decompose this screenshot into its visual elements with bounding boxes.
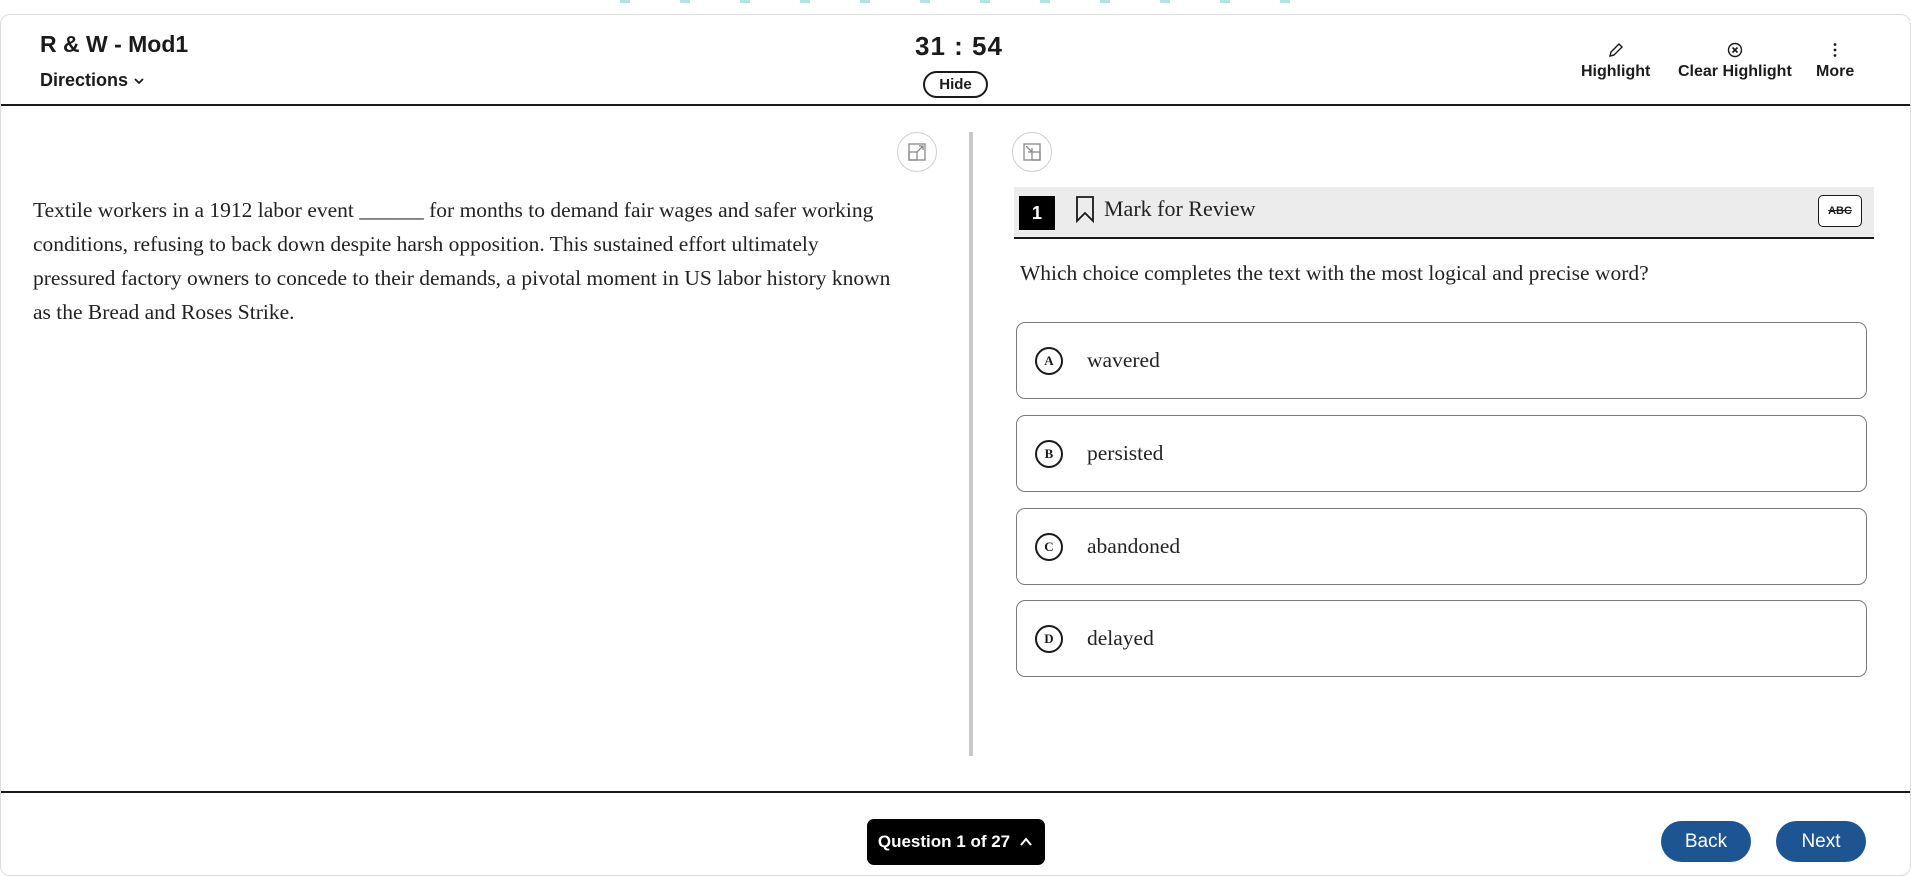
choice-letter: B: [1035, 440, 1063, 468]
test-window: [0, 14, 1911, 876]
mark-for-review-label: Mark for Review: [1104, 196, 1256, 221]
choice-letter: C: [1035, 533, 1063, 561]
highlight-label: Highlight: [1581, 63, 1651, 80]
question-prompt: Which choice completes the text with the most logical and precise word?: [1020, 261, 1649, 285]
choice-text: abandoned: [1087, 534, 1181, 558]
question-navigator-label: Question 1 of 27: [877, 832, 1011, 851]
choice-text: delayed: [1087, 626, 1154, 650]
more-label: More: [1816, 63, 1855, 80]
question-header: [1014, 187, 1874, 239]
expand-question-button[interactable]: [1012, 132, 1052, 172]
directions-toggle[interactable]: [40, 70, 146, 91]
collapse-icon: [1021, 141, 1043, 163]
section-title: R & W - Mod1: [40, 31, 189, 57]
choice-text: wavered: [1087, 348, 1160, 372]
chevron-down-icon: [132, 74, 146, 88]
bookmark-icon: [1074, 195, 1096, 223]
clear-highlight-label: Clear Highlight: [1678, 63, 1792, 80]
expand-passage-button[interactable]: [897, 132, 937, 172]
highlight-tool[interactable]: [1581, 41, 1650, 81]
timer: 31 : 54: [915, 31, 1003, 61]
answer-choice-c[interactable]: [1016, 508, 1867, 585]
hide-timer-button[interactable]: Hide: [923, 71, 988, 98]
answer-eliminator-toggle[interactable]: ABC: [1818, 195, 1862, 227]
choice-text: persisted: [1087, 441, 1164, 465]
chevron-up-icon: [1018, 834, 1034, 850]
choice-letter: A: [1035, 347, 1063, 375]
pencil-icon: [1607, 41, 1625, 59]
vertical-dots-icon: [1826, 41, 1844, 59]
choice-letter: D: [1035, 625, 1063, 653]
clear-highlight-tool[interactable]: [1678, 41, 1792, 81]
question-number: 1: [1019, 196, 1055, 230]
passage-text: Textile workers in a 1912 labor event ______ for months to demand fair wages and safer working conditions, refusing to back down despite harsh opposition. This sustained effort ultimately pressured factory owners to concede to their demands, a pivotal moment in US labor history known as the Bread and Roses Strike.: [33, 198, 891, 324]
pane-divider[interactable]: [969, 132, 973, 756]
directions-label: Directions: [40, 70, 129, 90]
header-bar: [1, 15, 1910, 106]
footer-bar: [1, 791, 1910, 876]
expand-icon: [906, 141, 928, 163]
clear-circle-icon: [1726, 41, 1744, 59]
answer-choice-b[interactable]: [1016, 415, 1867, 492]
next-button[interactable]: Next: [1776, 821, 1866, 862]
top-accent-strip: [620, 0, 1300, 3]
answer-choice-d[interactable]: [1016, 600, 1867, 677]
question-navigator-button[interactable]: [867, 819, 1045, 865]
answer-choice-a[interactable]: [1016, 322, 1867, 399]
back-button[interactable]: Back: [1661, 821, 1751, 862]
more-menu[interactable]: [1816, 41, 1854, 81]
mark-for-review-button[interactable]: [1074, 195, 1256, 223]
